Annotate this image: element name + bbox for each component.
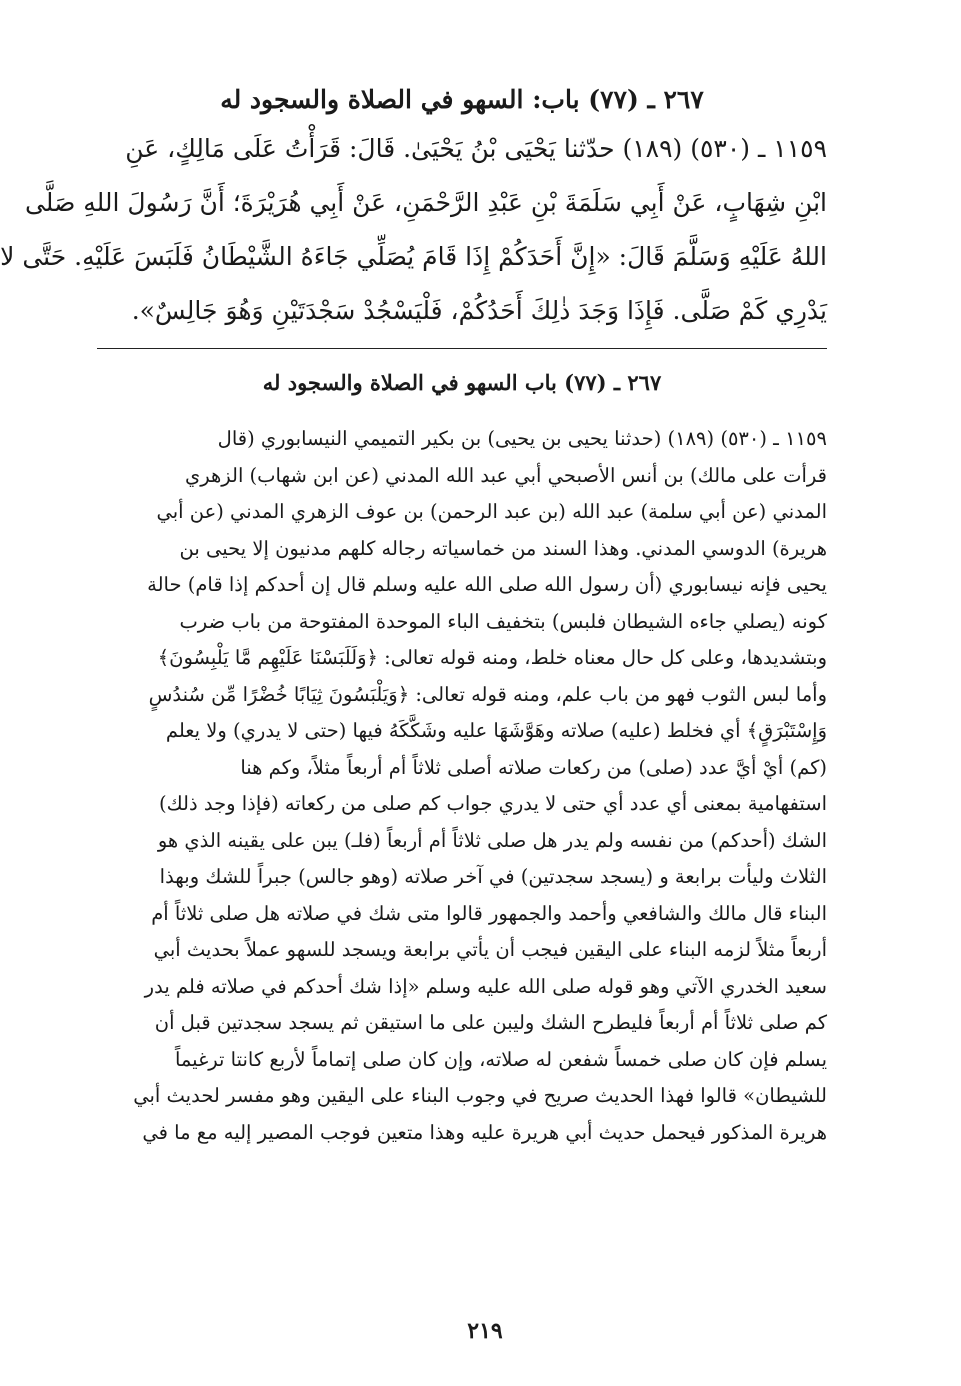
chapter-title: ٢٦٧ ـ (٧٧) باب: السهو في الصلاة والسجود له <box>220 85 704 114</box>
commentary-line: أربعاً مثلاً لزمه البناء على اليقين فيجب أن يأتي برابعة ويسجد للسهو عملاً بحديث أبي <box>153 938 827 961</box>
hadith-line: ١١٥٩ ـ (٥٣٠) (١٨٩) حدّثنا يَحْيَى بْنُ يَحْيَىٰ. قَالَ: قَرَأْتُ عَلَى مَالِكٍ، عَنِ <box>125 134 827 163</box>
section-divider <box>97 348 827 349</box>
hadith-line: يَدْرِي كَمْ صَلَّى. فَإِذَا وَجَدَ ذٰلِكَ أَحَدُكُمْ، فَلْيَسْجُدْ سَجْدَتَيْنِ وَهُوَ جَالِسٌ». <box>131 296 827 325</box>
commentary-line: (كم) أيْ أيَّ عدد (صلى) من ركعات صلاته أصلى ثلاثاً أم أربعاً مثلاً، وكم هنا <box>240 755 827 779</box>
hadith-line: ابْنِ شِهَابٍ، عَنْ أَبِي سَلَمَةَ بْنِ عَبْدِ الرَّحْمَنِ، عَنْ أَبِي هُرَيْرَةَ؛ أَنَّ رَسُولَ اللهِ صَلَّى <box>24 188 827 217</box>
hadith-line: اللهُ عَلَيْهِ وَسَلَّمَ قَالَ: «إِنَّ أَحَدَكُمْ إِذَا قَامَ يُصَلِّي جَاءَهُ الشَّيْطَانُ فَلَبَسَ عَلَيْهِ. حَتَّى لا <box>0 242 827 271</box>
commentary-line: الشك (أحدكم) من نفسه ولم يدر هل صلى ثلاثاً أم أربعاً (فلـ) يبن على يقينه الذي هو <box>157 828 827 852</box>
commentary-line: قرأت على مالك) بن أنس الأصبحي أبي عبد الله المدني (عن ابن شهاب) الزهري <box>184 463 827 487</box>
page-body <box>0 78 827 1151</box>
commentary-line: يسلم فإن كان صلى خمساً شفعن له صلاته، وإن كان صلى إتماماً لأربع كانتا ترغيماً <box>174 1047 827 1071</box>
commentary-line: وأما لبس الثوب فهو من باب علم، ومنه قوله تعالى: ﴿وَيَلْبَسُونَ ثِيَابًا خُضْرًا مِّن سُندُسٍ <box>148 682 827 706</box>
commentary-line: كم صلى ثلاثاً أم أربعاً فليطرح الشك وليبن على ما استيقن ثم يسجد سجدتين قبل أن <box>154 1011 827 1034</box>
commentary-line: البناء قال مالك والشافعي وأحمد والجمهور قالوا متى شك في صلاته هل صلى ثلاثاً أم <box>151 901 827 925</box>
commentary-line: سعيد الخدري الآتي وهو قوله صلى الله عليه وسلم «إذا شك أحدكم في صلاته فلم يدر <box>144 974 827 998</box>
commentary-line: للشيطان» قالوا فهذا الحديث صريح في وجوب البناء على اليقين وهو مفسر لحديث أبي <box>133 1084 827 1107</box>
commentary-line: استفهامية بمعنى أي عدد أي حتى لا يدري جواب كم صلى من ركعاته (فإذا وجد ذلك) <box>158 792 827 815</box>
commentary-line: كونه (يصلي جاءه الشيطان فلبس) بتخفيف الباء الموحدة المفتوحة من باب ضرب <box>179 609 827 633</box>
commentary-line: الثلاث وليأت برابعة و (يسجد سجدتين) في آخر صلاته (وهو جالس) جبراً للشك وبهذا <box>159 865 827 888</box>
commentary-line: هريرة المذكور فيحمل حديث أبي هريرة عليه وهذا متعين فوجب المصير إليه مع ما في <box>142 1120 827 1144</box>
commentary-title: ٢٦٧ ـ (٧٧) باب السهو في الصلاة والسجود له <box>262 370 662 395</box>
commentary-line: وبتشديدها، وعلى كل حال معناه خلط، ومنه قوله تعالى: ﴿وَلَلَبَسْنَا عَلَيْهِم مَّا يَلْبِسُونَ﴾ <box>157 646 827 669</box>
commentary-text <box>97 421 827 1151</box>
commentary-line: يحيى فإنه نيسابوري (أن رسول الله صلى الله عليه وسلم قال إن أحدكم إذا قام) حالة <box>147 573 827 596</box>
page-number: ٢١٩ <box>467 1318 503 1344</box>
hadith-text <box>0 122 827 338</box>
commentary-line: المدني (عن أبي سلمة) عبد الله (بن عبد الرحمن) بن عوف الزهري المدني (عن أبي <box>156 500 827 523</box>
commentary-line: ١١٥٩ ـ (٥٣٠) (١٨٩) (حدثنا يحيى بن يحيى) بن بكير التميمي النيسابوري (قال <box>217 427 827 450</box>
commentary-line: وَإِسْتَبْرَقٍ﴾ أي فخلط (عليه) صلاته وهَوَّشَهَا عليه وشَكَّكَهُ فيها (حتى لا يدري) ولا يعلم <box>165 719 827 742</box>
commentary-line: هريرة) الدوسي المدني. وهذا السند من خماسياته رجاله كلهم مدنيون إلا يحيى بن <box>179 536 827 560</box>
